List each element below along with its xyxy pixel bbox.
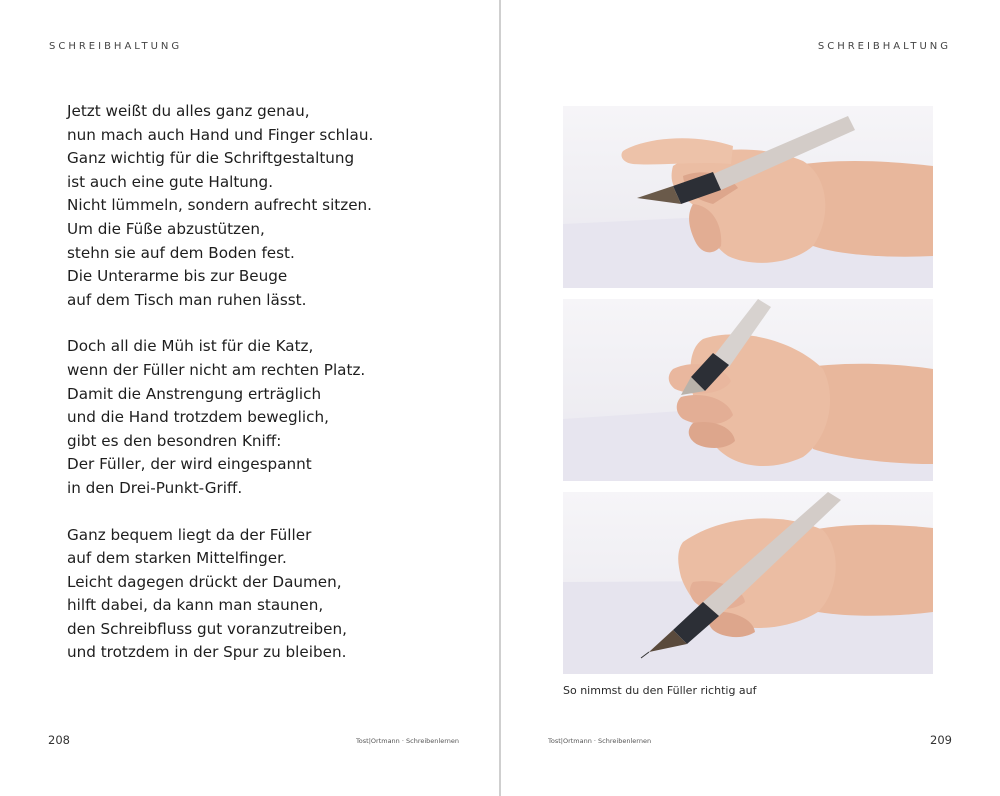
photo-pen-grip-step-2 bbox=[563, 299, 933, 481]
left-page bbox=[0, 0, 499, 796]
poem-line: auf dem starken Mittelfinger. bbox=[67, 549, 287, 568]
poem-line: wenn der Füller nicht am rechten Platz. bbox=[67, 360, 366, 379]
right-page bbox=[501, 0, 1000, 796]
poem-stanza-3 bbox=[67, 524, 467, 666]
poem bbox=[67, 100, 467, 688]
poem-line: auf dem Tisch man ruhen lässt. bbox=[67, 290, 307, 309]
poem-line: und trotzdem in der Spur zu bleiben. bbox=[67, 643, 347, 662]
hand-with-pen-illustration bbox=[563, 106, 933, 288]
poem-line: Damit die Anstrengung erträglich bbox=[67, 384, 322, 403]
poem-line: ist auch eine gute Haltung. bbox=[67, 172, 274, 191]
poem-line: in den Drei-Punkt-Griff. bbox=[67, 478, 243, 497]
poem-line: Die Unterarme bis zur Beuge bbox=[67, 267, 288, 286]
poem-line: und die Hand trotzdem beweglich, bbox=[67, 408, 329, 427]
poem-line: Der Füller, der wird eingespannt bbox=[67, 455, 312, 474]
poem-line: gibt es den besondren Kniff: bbox=[67, 431, 282, 450]
footer-credit-right: Tost|Ortmann · Schreibenlernen bbox=[548, 737, 652, 745]
running-head-left: SCHREIBHALTUNG bbox=[49, 41, 183, 52]
photo-pen-grip-step-3 bbox=[563, 492, 933, 674]
hand-with-pen-illustration bbox=[563, 299, 933, 481]
poem-line: Jetzt weißt du alles ganz genau, bbox=[67, 102, 310, 120]
running-head-right: SCHREIBHALTUNG bbox=[817, 41, 951, 52]
page-number-right: 209 bbox=[930, 733, 952, 747]
poem-line: Nicht lümmeln, sondern aufrecht sitzen. bbox=[67, 196, 373, 215]
poem-stanza-2 bbox=[67, 335, 467, 500]
poem-line: Ganz bequem liegt da der Füller bbox=[67, 525, 312, 544]
poem-line: Leicht dagegen drückt der Daumen, bbox=[67, 572, 342, 591]
photo-pen-grip-step-1 bbox=[563, 106, 933, 288]
poem-line: nun mach auch Hand und Finger schlau. bbox=[67, 125, 374, 144]
poem-line: den Schreibfluss gut voranzutreiben, bbox=[67, 619, 347, 638]
poem-line: Um die Füße abzustützen, bbox=[67, 219, 265, 238]
page-number-left: 208 bbox=[48, 733, 70, 747]
poem-line: Ganz wichtig für die Schriftgestaltung bbox=[67, 149, 355, 168]
hand-with-pen-illustration bbox=[563, 492, 933, 674]
footer-credit-left: Tost|Ortmann · Schreibenlernen bbox=[355, 737, 459, 745]
photo-caption: So nimmst du den Füller richtig auf bbox=[563, 684, 757, 697]
poem-line: stehn sie auf dem Boden fest. bbox=[67, 243, 295, 262]
poem-stanza-1 bbox=[67, 100, 467, 312]
poem-line: hilft dabei, da kann man staunen, bbox=[67, 596, 324, 615]
poem-line: Doch all die Müh ist für die Katz, bbox=[67, 337, 314, 356]
